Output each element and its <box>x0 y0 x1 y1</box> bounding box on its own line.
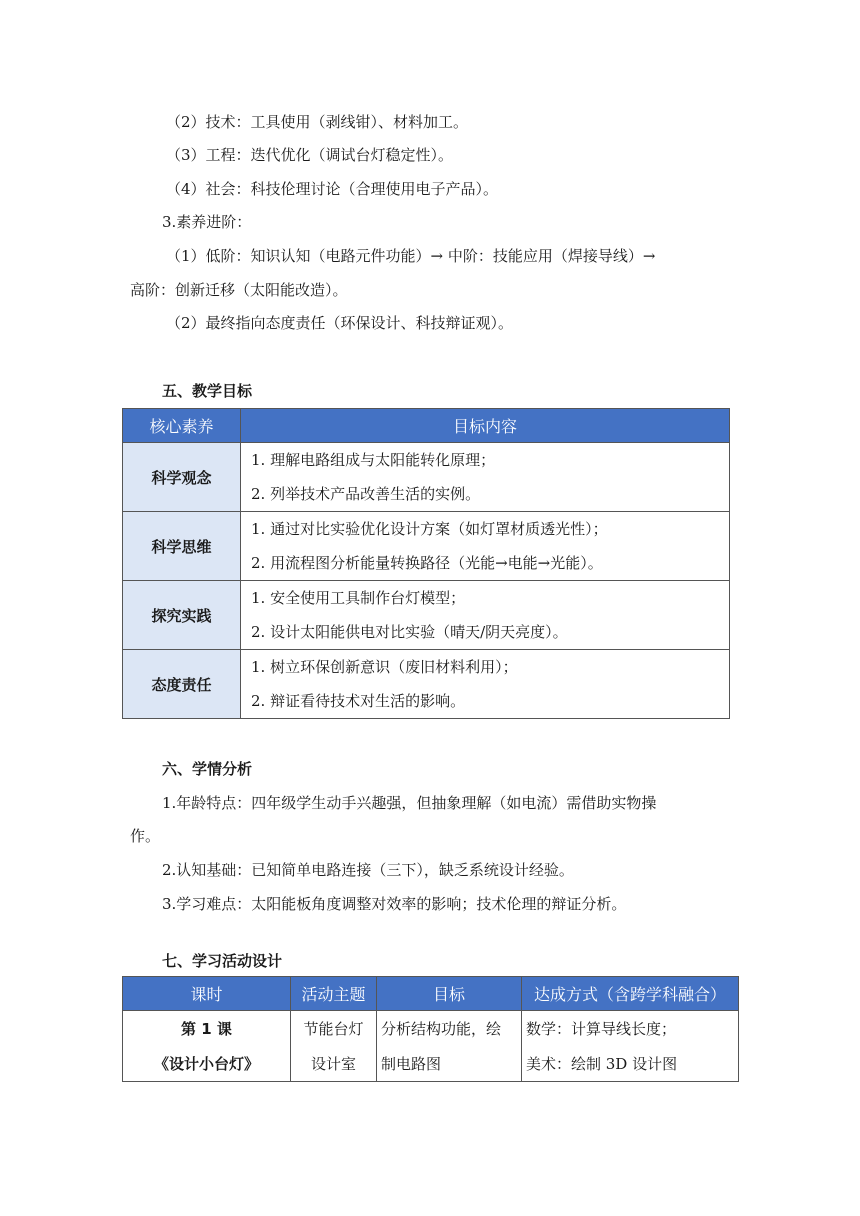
goal-item: 2. 用流程图分析能量转换路径（光能→电能→光能）。 <box>251 554 603 572</box>
paragraph-age: 1.年龄特点：四年级学生动手兴趣强，但抽象理解（如电流）需借助实物操 <box>162 794 657 812</box>
header-goal-content: 目标内容 <box>241 409 730 443</box>
theme-line: 节能台灯 <box>303 1020 364 1038</box>
goal-item: 2. 设计太阳能供电对比实验（晴天/阴天亮度）。 <box>251 623 568 641</box>
paragraph-attitude: （2）最终指向态度责任（环保设计、科技辩证观）。 <box>166 314 514 332</box>
goal-item: 1. 理解电路组成与太阳能转化原理； <box>251 451 496 469</box>
section-heading-analysis: 六、学情分析 <box>162 760 253 778</box>
goal-cell <box>241 512 730 581</box>
goal-item: 2. 列举技术产品改善生活的实例。 <box>251 485 481 503</box>
paragraph-technology: （2）技术：工具使用（剥线钳）、材料加工。 <box>166 113 469 131</box>
table-row <box>123 1011 739 1082</box>
section-heading-goals: 五、教学目标 <box>162 382 253 400</box>
core-cell: 态度责任 <box>123 650 241 719</box>
goal-cell <box>241 581 730 650</box>
theme-line: 设计室 <box>310 1055 356 1073</box>
goal-line: 制电路图 <box>381 1055 442 1073</box>
goal-cell <box>241 650 730 719</box>
teaching-goals-table <box>122 408 730 719</box>
core-cell: 科学思维 <box>123 512 241 581</box>
paragraph-engineering: （3）工程：迭代优化（调试台灯稳定性）。 <box>166 146 454 164</box>
header-method: 达成方式（含跨学科融合） <box>522 977 739 1011</box>
goal-item: 1. 通过对比实验优化设计方案（如灯罩材质透光性）； <box>251 520 608 538</box>
table-row <box>123 512 730 581</box>
table-row <box>123 443 730 512</box>
paragraph-literacy-levels-cont: 高阶：创新迁移（太阳能改造）。 <box>130 281 348 299</box>
paragraph-literacy-heading: 3.素养进阶： <box>162 213 252 231</box>
table-row <box>123 650 730 719</box>
activity-design-table <box>122 976 739 1082</box>
table-header-row <box>123 409 730 443</box>
paragraph-difficulty: 3.学习难点：太阳能板角度调整对效率的影响；技术伦理的辩证分析。 <box>162 895 627 913</box>
header-core-literacy: 核心素养 <box>123 409 241 443</box>
paragraph-age-cont: 作。 <box>130 827 161 845</box>
lesson-number: 第 1 课 <box>181 1020 232 1038</box>
lesson-title: 《设计小台灯》 <box>153 1055 259 1073</box>
paragraph-cognition: 2.认知基础：已知简单电路连接（三下），缺乏系统设计经验。 <box>162 861 574 879</box>
theme-cell <box>291 1011 377 1082</box>
table-row <box>123 581 730 650</box>
header-theme: 活动主题 <box>291 977 377 1011</box>
method-line: 数学：计算导线长度； <box>526 1020 677 1038</box>
goal-item: 1. 树立环保创新意识（废旧材料利用）； <box>251 658 518 676</box>
core-cell: 探究实践 <box>123 581 241 650</box>
header-goal: 目标 <box>377 977 522 1011</box>
section-heading-activities: 七、学习活动设计 <box>162 952 283 970</box>
goal-item: 1. 安全使用工具制作台灯模型； <box>251 589 466 607</box>
goal-line: 分析结构功能，绘 <box>381 1020 502 1038</box>
header-lesson: 课时 <box>123 977 291 1011</box>
paragraph-literacy-levels: （1）低阶：知识认知（电路元件功能）→ 中阶：技能应用（焊接导线）→ <box>166 247 656 265</box>
goal-cell <box>241 443 730 512</box>
lesson-cell <box>123 1011 291 1082</box>
core-cell: 科学观念 <box>123 443 241 512</box>
method-line: 美术：绘制 3D 设计图 <box>526 1055 678 1073</box>
method-cell <box>522 1011 739 1082</box>
goal-cell <box>377 1011 522 1082</box>
table-header-row <box>123 977 739 1011</box>
goal-item: 2. 辩证看待技术对生活的影响。 <box>251 692 466 710</box>
paragraph-society: （4）社会：科技伦理讨论（合理使用电子产品）。 <box>166 180 499 198</box>
